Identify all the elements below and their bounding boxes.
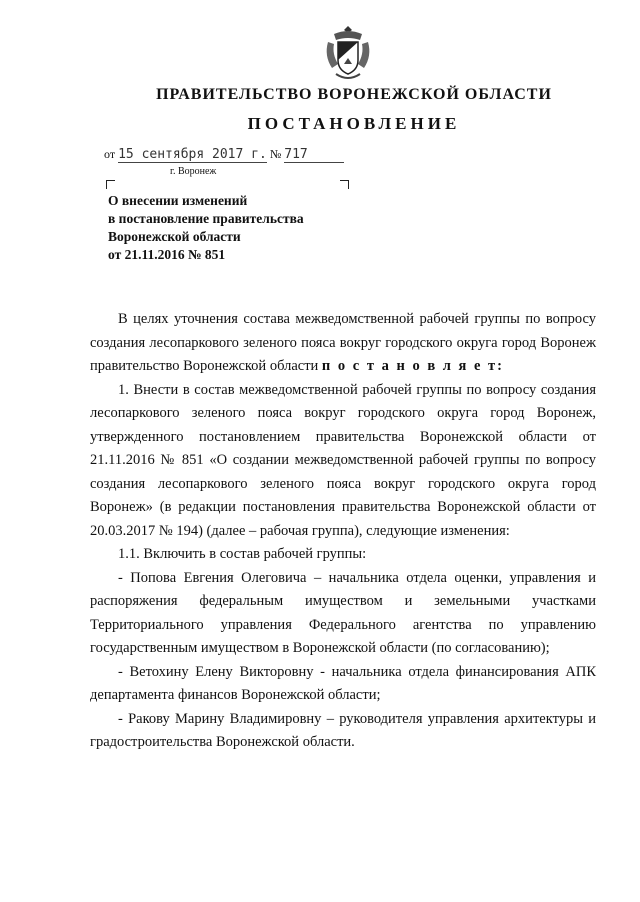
date-number-line	[104, 147, 344, 163]
date-prefix: от	[104, 147, 116, 161]
preamble	[90, 308, 596, 379]
item-1: 1. Внести в состав межведомственной рабочей группы по вопросу создания лесопаркового зеленого пояса вокруг городского округа город Воронеж, утвержденного постановлением правительства Воронежской области от 21.11.2016 № 851 «О создании межведомственной рабочей группы по вопросу создания лесопаркового зеленого пояса вокруг городского округа город Воронеж» (в редакции постановления правительства Воронежской области от 20.03.2017 № 194) (далее – рабочая группа), следующие изменения:	[90, 381, 596, 539]
item-1-1: 1.1. Включить в состав рабочей группы:	[118, 546, 367, 562]
subject-line: О внесении изменений	[108, 193, 248, 208]
number-value: 717	[284, 147, 344, 163]
bullet-member-2: - Ветохину Елену Викторовну - начальника отдела финансирования АПК департамента финансов Воронежской области;	[90, 663, 596, 703]
coat-of-arms-icon	[322, 24, 374, 82]
document-body	[90, 308, 596, 755]
subject-line: в постановление правительства	[108, 211, 304, 226]
government-title: ПРАВИТЕЛЬСТВО ВОРОНЕЖСКОЙ ОБЛАСТИ	[156, 86, 552, 103]
subject-line: от 21.11.2016 № 851	[108, 247, 226, 262]
preamble-text: В целях уточнения состава межведомственной рабочей группы по вопросу создания лесопаркового зеленого пояса вокруг городского округа город Воронеж правительство Воронежской области	[90, 311, 596, 374]
bullet-member-3: - Ракову Марину Владимировну – руководителя управления архитектуры и градостроительства Воронежской области.	[90, 710, 596, 750]
city: г. Воронеж	[170, 166, 217, 177]
corner-mark-right	[340, 180, 349, 189]
corner-mark-left	[106, 180, 115, 189]
subject-line: Воронежской области	[108, 229, 241, 244]
document-type: ПОСТАНОВЛЕНИЕ	[247, 114, 461, 133]
bullet-member-1: - Попова Евгения Олеговича – начальника отдела оценки, управления и распоряжения федеральным имуществом и земельными участками Территориального управления Федерального агентства по управлению государственным имуществом в Воронежской области (по согласованию);	[90, 569, 596, 656]
number-prefix: №	[269, 147, 282, 161]
document-subject	[108, 192, 368, 264]
preamble-decides: п о с т а н о в л я е т:	[321, 358, 505, 374]
date-value: 15 сентября 2017 г.	[118, 147, 267, 162]
